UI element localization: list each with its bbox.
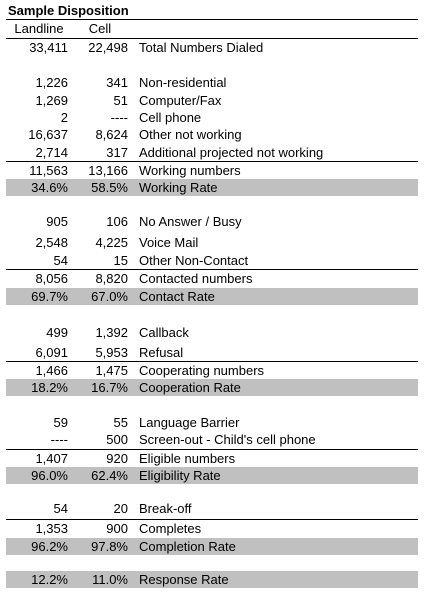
landline-value: 499 bbox=[46, 325, 68, 340]
landline-value: 1,466 bbox=[35, 363, 68, 378]
landline-value: 69.7% bbox=[31, 289, 68, 304]
table-row bbox=[6, 234, 418, 251]
header-cell: Cell bbox=[88, 21, 112, 36]
cell-value: 106 bbox=[106, 214, 128, 229]
landline-value: 2,714 bbox=[35, 145, 68, 160]
row-label: No Answer / Busy bbox=[139, 214, 242, 229]
row-label: Total Numbers Dialed bbox=[139, 40, 264, 55]
table-row bbox=[6, 414, 418, 431]
table-row bbox=[6, 252, 418, 269]
row-label: Non-residential bbox=[139, 75, 227, 90]
cell-value: 1,392 bbox=[95, 325, 128, 340]
landline-value: 6,091 bbox=[35, 345, 68, 360]
row-label: Other Non-Contact bbox=[139, 253, 249, 268]
cell-value: 58.5% bbox=[91, 180, 128, 195]
table-row bbox=[6, 431, 418, 448]
table-row bbox=[6, 92, 418, 109]
row-label: Cooperating numbers bbox=[139, 363, 265, 378]
landline-value: 16,637 bbox=[28, 127, 68, 142]
row-label: Completion Rate bbox=[139, 539, 236, 554]
table-row bbox=[6, 362, 418, 379]
row-label: Break-off bbox=[139, 501, 192, 516]
row-label: Language Barrier bbox=[139, 415, 240, 430]
row-label: Callback bbox=[139, 325, 189, 340]
cell-value: 16.7% bbox=[91, 380, 128, 395]
landline-value: 96.0% bbox=[31, 468, 68, 483]
rate-row bbox=[6, 288, 418, 305]
table-row bbox=[6, 324, 418, 341]
cell-value: 67.0% bbox=[91, 289, 128, 304]
landline-value: 54 bbox=[53, 253, 68, 268]
row-label: Cooperation Rate bbox=[139, 380, 241, 395]
cell-value: 317 bbox=[106, 145, 128, 160]
landline-value: 1,226 bbox=[35, 75, 68, 90]
landline-value: 1,269 bbox=[35, 93, 68, 108]
rate-row bbox=[6, 379, 418, 396]
cell-value: 920 bbox=[106, 451, 128, 466]
cell-value: 500 bbox=[106, 432, 128, 447]
cell-value: 900 bbox=[106, 521, 128, 536]
row-label: Additional projected not working bbox=[139, 145, 324, 160]
table-row bbox=[6, 39, 418, 56]
row-label: Cell phone bbox=[139, 110, 202, 125]
table-row bbox=[6, 450, 418, 467]
table-title: Sample Disposition bbox=[8, 3, 129, 18]
landline-value: 54 bbox=[53, 501, 68, 516]
cell-value: 11.0% bbox=[92, 572, 128, 587]
rate-row bbox=[6, 467, 418, 484]
cell-value: 341 bbox=[106, 75, 128, 90]
divider bbox=[6, 19, 418, 20]
landline-value: 34.6% bbox=[31, 180, 68, 195]
table-row bbox=[6, 344, 418, 361]
row-label: Contact Rate bbox=[139, 289, 215, 304]
cell-value: 55 bbox=[113, 415, 128, 430]
landline-value: 12.2% bbox=[31, 572, 68, 587]
rate-row bbox=[6, 179, 418, 196]
row-label: Voice Mail bbox=[139, 235, 199, 250]
cell-value: 8,624 bbox=[95, 127, 128, 142]
cell-value: 20 bbox=[113, 501, 128, 516]
table-row bbox=[6, 74, 418, 91]
row-label: Working numbers bbox=[139, 163, 241, 178]
landline-value: 59 bbox=[53, 415, 68, 430]
row-label: Refusal bbox=[139, 345, 184, 360]
table-row bbox=[6, 500, 418, 517]
row-label: Screen-out - Child's cell phone bbox=[139, 432, 316, 447]
cell-value: 5,953 bbox=[95, 345, 128, 360]
table-row bbox=[6, 109, 418, 126]
cell-value: 8,820 bbox=[95, 271, 128, 286]
cell-value: 1,475 bbox=[95, 363, 128, 378]
landline-value: 33,411 bbox=[29, 40, 68, 55]
landline-value: ---- bbox=[50, 432, 68, 447]
row-label: Working Rate bbox=[139, 180, 218, 195]
table-row bbox=[6, 126, 418, 143]
rate-row bbox=[6, 571, 418, 588]
cell-value: 4,225 bbox=[95, 235, 128, 250]
cell-value: 62.4% bbox=[91, 468, 128, 483]
table-row bbox=[6, 213, 418, 230]
row-label: Eligible numbers bbox=[139, 451, 236, 466]
row-label: Contacted numbers bbox=[139, 271, 253, 286]
rate-row bbox=[6, 538, 418, 555]
table-row bbox=[6, 520, 418, 537]
row-label: Eligibility Rate bbox=[139, 468, 221, 483]
table-row bbox=[6, 144, 418, 161]
landline-value: 8,056 bbox=[35, 271, 68, 286]
row-label: Completes bbox=[139, 521, 202, 536]
cell-value: 13,166 bbox=[88, 163, 128, 178]
row-label: Other not working bbox=[139, 127, 242, 142]
cell-value: 22,498 bbox=[88, 40, 128, 55]
row-label: Response Rate bbox=[139, 572, 229, 587]
cell-value: 15 bbox=[113, 253, 128, 268]
cell-value: 51 bbox=[113, 93, 128, 108]
cell-value: 97.8% bbox=[91, 539, 128, 554]
landline-value: 11,563 bbox=[29, 163, 68, 178]
header-landline: Landline bbox=[14, 21, 64, 36]
table-row bbox=[6, 270, 418, 287]
landline-value: 2 bbox=[60, 110, 68, 125]
landline-value: 18.2% bbox=[31, 380, 68, 395]
table-row bbox=[6, 162, 418, 179]
row-label: Computer/Fax bbox=[139, 93, 222, 108]
landline-value: 905 bbox=[46, 214, 68, 229]
landline-value: 1,407 bbox=[35, 451, 68, 466]
cell-value: ---- bbox=[110, 110, 128, 125]
landline-value: 96.2% bbox=[31, 539, 68, 554]
landline-value: 1,353 bbox=[35, 521, 68, 536]
landline-value: 2,548 bbox=[35, 235, 68, 250]
